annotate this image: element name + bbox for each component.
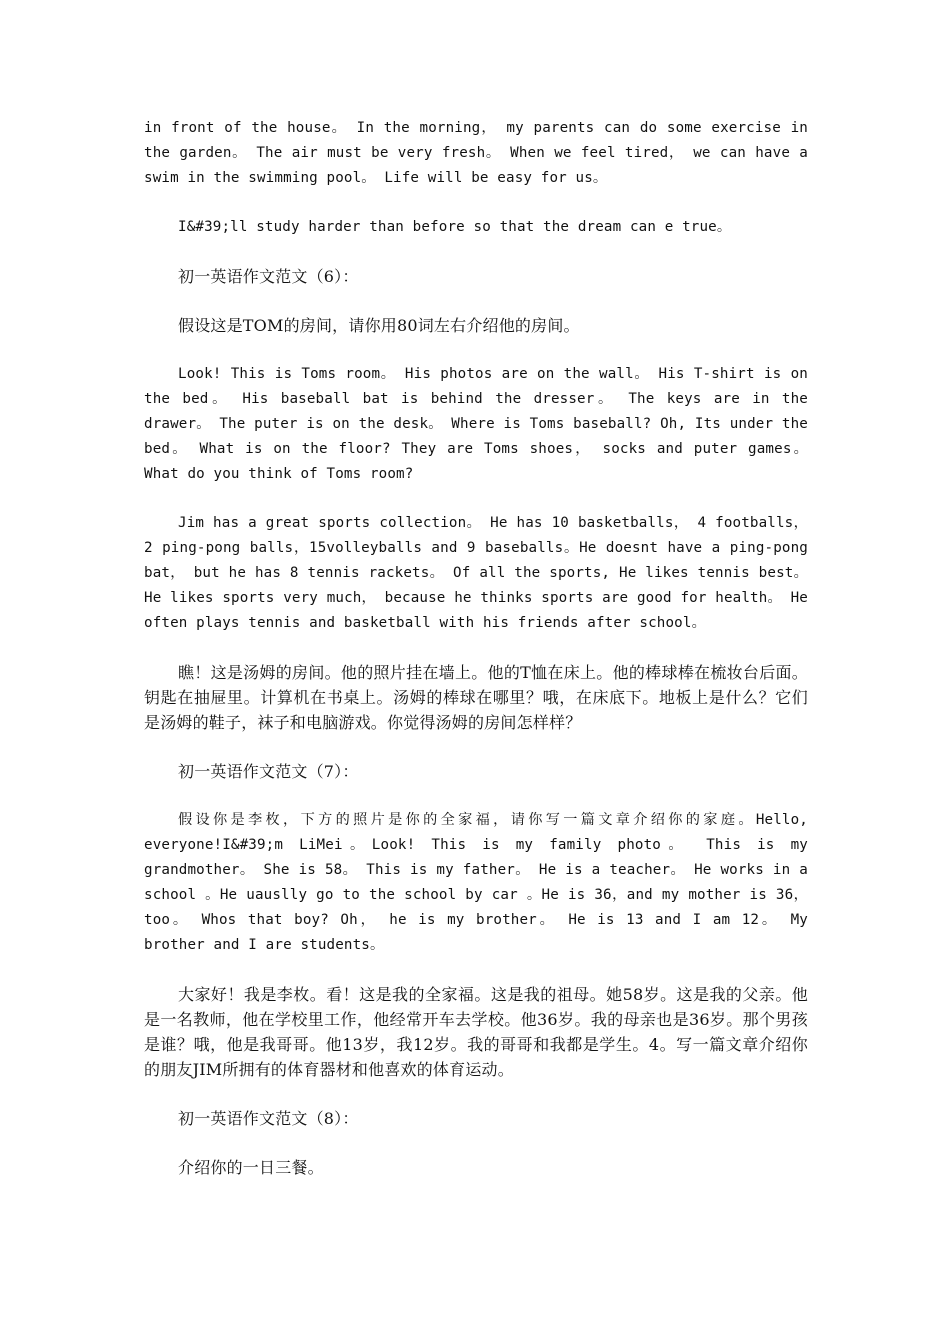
heading-sample-7: 初一英语作文范文（7）： [178, 762, 359, 781]
heading-sample-8: 初一英语作文范文（8）： [178, 1109, 359, 1128]
prompt-tom-room: 假设这是TOM的房间，请你用80词左右介绍他的房间。 [178, 316, 580, 335]
paragraph-jim-sports: Jim has a great sports collection。 He has 10 basketballs， 4 footballs，2 ping-pong balls，15volleyballs and 9 baseballs。He doesnt have a ping-pong bat， but he has 8 tennis rackets。 Of all the sports, He likes tennis best。 He likes sports very much， because he thinks sports are good for health。 He often plays tennis and basketball with his friends after school。 [144, 515, 808, 631]
heading-sample-6: 初一英语作文范文（6）： [178, 267, 359, 286]
paragraph-family-photo-english: 假设你是李枚，下方的照片是你的全家福，请你写一篇文章介绍你的家庭。Hello, everyone!I&#39;m LiMei。Look! This is my family photo。 This is my grandmother。 She is 58。 This is my father。 He is a teacher。 He works in a school 。He uauslly go to the school by car 。He is 36，and my mother is 36， too。 Whos that boy? Oh， he is my brother。 He is 13 and I am 12。 My brother and I are students。 [144, 812, 808, 953]
paragraph-tom-room-chinese: 瞧！这是汤姆的房间。他的照片挂在墙上。他的T恤在床上。他的棒球棒在梳妆台后面。钥匙在抽屉里。计算机在书桌上。汤姆的棒球在哪里？哦，在床底下。地板上是什么？它们是汤姆的鞋子，袜子和电脑游戏。你觉得汤姆的房间怎样样？ [144, 663, 808, 732]
document-page [144, 116, 808, 1180]
paragraph-study-harder: I&#39;ll study harder than before so that the dream can e true。 [178, 219, 732, 235]
paragraph-family-photo-chinese: 大家好！我是李枚。看！这是我的全家福。这是我的祖母。她58岁。这是我的父亲。他是一名教师，他在学校里工作，他经常开车去学校。他36岁。我的母亲也是36岁。那个男孩是谁？哦，他是我哥哥。他13岁，我12岁。我的哥哥和我都是学生。4。写一篇文章介绍你的朋友JIM所拥有的体育器材和他喜欢的体育运动。 [144, 985, 808, 1079]
paragraph-dream-house-ending: in front of the house。 In the morning， my parents can do some exercise in the garden。 The air must be very fresh。 When we feel tired， we can have a swim in the swimming pool。 Life will be easy for us。 [144, 120, 808, 186]
prompt-three-meals: 介绍你的一日三餐。 [178, 1158, 324, 1177]
paragraph-tom-room-english: Look! This is Toms room。 His photos are on the wall。 His T-shirt is on the bed。 His baseball bat is behind the dresser。 The keys are in the drawer。 The puter is on the desk。 Where is Toms baseball? Oh, Its under the bed。 What is on the floor? They are Toms shoes， socks and puter games。 What do you think of Toms room? [144, 366, 808, 482]
